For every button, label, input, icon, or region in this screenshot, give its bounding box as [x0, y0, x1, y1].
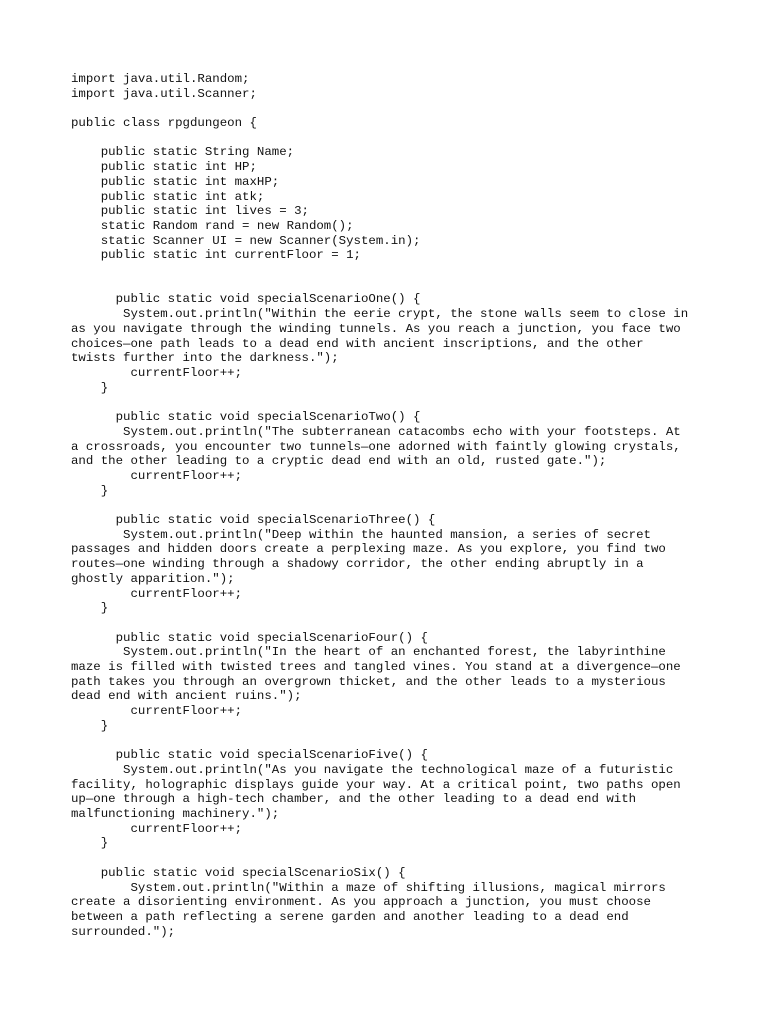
code-line: static Random rand = new Random();	[71, 219, 354, 233]
code-line: public static void specialScenarioFive() {	[71, 748, 428, 763]
code-line: maze is filled with twisted trees and tangled vines. You stand at a divergence—one	[71, 660, 681, 675]
code-line: }	[71, 836, 109, 851]
code-line: System.out.println("The subterranean catacombs echo with your footsteps. At	[71, 424, 681, 439]
code-block	[71, 72, 711, 939]
code-line: public static void specialScenarioTwo() {	[71, 410, 421, 425]
code-line: import java.util.Scanner;	[71, 86, 257, 101]
code-line	[71, 101, 711, 116]
code-line	[71, 498, 711, 513]
code-line: }	[71, 380, 109, 395]
code-line: System.out.println("Deep within the haunted mansion, a series of secret	[71, 527, 651, 542]
code-line: a crossroads, you encounter two tunnels—one adorned with faintly glowing crystals,	[71, 439, 681, 454]
code-line: passages and hidden doors create a perplexing maze. As you explore, you find two	[71, 542, 666, 557]
code-line	[71, 616, 711, 631]
code-line: public static int atk;	[71, 189, 265, 204]
code-line: currentFloor++;	[71, 366, 243, 380]
code-line: facility, holographic displays guide your way. At a critical point, two paths open	[71, 777, 681, 792]
code-line: currentFloor++;	[71, 821, 243, 836]
code-line: public static int lives = 3;	[71, 204, 309, 219]
code-line	[71, 278, 711, 293]
code-line: currentFloor++;	[71, 468, 243, 483]
code-line: }	[71, 483, 109, 498]
code-line: dead end with ancient ruins.");	[71, 689, 302, 704]
code-line: import java.util.Random;	[71, 72, 250, 86]
code-line: public static void specialScenarioFour() {	[71, 630, 428, 645]
code-line: currentFloor++;	[71, 586, 243, 601]
code-line	[71, 131, 711, 146]
code-line: choices—one path leads to a dead end with ancient inscriptions, and the other	[71, 336, 644, 351]
code-line: public static void specialScenarioThree() {	[71, 513, 436, 527]
code-line: currentFloor++;	[71, 704, 243, 719]
code-line: public static String Name;	[71, 145, 295, 160]
code-line: malfunctioning machinery.");	[71, 807, 280, 822]
code-line	[71, 263, 711, 278]
code-line: create a disorienting environment. As you approach a junction, you must choose	[71, 895, 651, 910]
code-line	[71, 734, 711, 749]
code-line: public class rpgdungeon {	[71, 116, 257, 131]
code-line: between a path reflecting a serene garden and another leading to a dead end	[71, 909, 629, 924]
code-line: System.out.println("In the heart of an enchanted forest, the labyrinthine	[71, 645, 666, 660]
code-line: public static void specialScenarioSix() {	[71, 865, 406, 880]
code-line: System.out.println("Within a maze of shifting illusions, magical mirrors	[71, 880, 666, 895]
code-line	[71, 851, 711, 866]
code-line	[71, 395, 711, 410]
code-line: public static void specialScenarioOne() {	[71, 292, 421, 307]
code-line: ghostly apparition.");	[71, 571, 235, 586]
code-line: }	[71, 601, 109, 616]
code-line: and the other leading to a cryptic dead end with an old, rusted gate.");	[71, 454, 607, 469]
code-line: path takes you through an overgrown thicket, and the other leads to a mysterious	[71, 674, 666, 689]
code-line: }	[71, 718, 109, 733]
code-line: twists further into the darkness.");	[71, 351, 339, 366]
code-line: public static int HP;	[71, 160, 257, 175]
code-line: surrounded.");	[71, 924, 176, 939]
code-line: System.out.println("As you navigate the technological maze of a futuristic	[71, 762, 674, 777]
code-line: public static int maxHP;	[71, 174, 280, 189]
code-line: public static int currentFloor = 1;	[71, 248, 361, 263]
code-line: routes—one winding through a shadowy corridor, the other ending abruptly in a	[71, 557, 644, 572]
code-line: static Scanner UI = new Scanner(System.in);	[71, 233, 421, 248]
code-line: up—one through a high-tech chamber, and the other leading to a dead end with	[71, 792, 637, 807]
code-line: as you navigate through the winding tunnels. As you reach a junction, you face two	[71, 321, 681, 336]
code-line: System.out.println("Within the eerie crypt, the stone walls seem to close in	[71, 307, 689, 322]
